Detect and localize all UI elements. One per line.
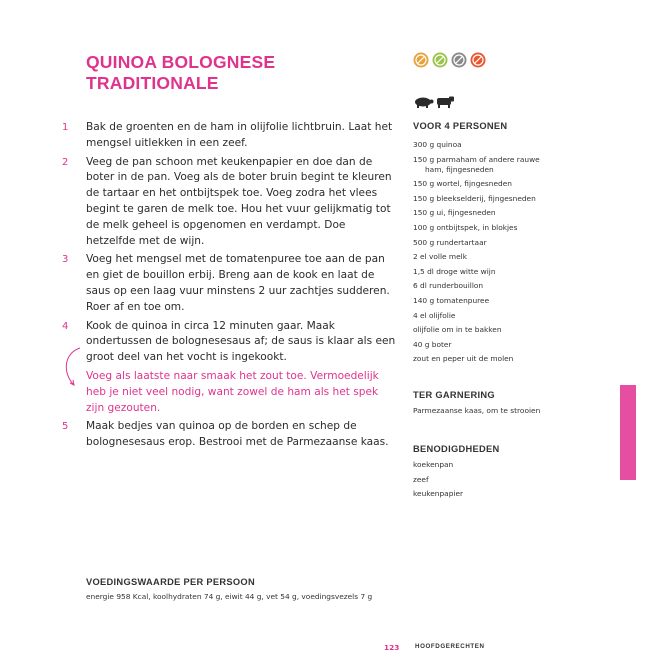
ingredient-item: zout en peper uit de molen <box>413 354 514 364</box>
step-text: Kook de quinoa in circa 12 minuten gaar. Maak ondertussen de bolognesesaus af; de saus is klaar als een groot deel van het vocht is ingekookt. <box>86 319 396 364</box>
allergen-icons <box>413 52 486 68</box>
ingredient-item <box>413 155 563 175</box>
nutrition-heading: VOEDINGSWAARDE PER PERSOON <box>86 577 255 587</box>
tip-note <box>62 369 397 416</box>
ingredients-heading: VOOR 4 PERSONEN <box>413 121 508 131</box>
ingredient-item: olijfolie om in te bakken <box>413 325 502 335</box>
garnish-text: Parmezaanse kaas, om te strooien <box>413 406 541 415</box>
step-text: Voeg het mengsel met de tomatenpuree toe aan de pan en giet de bouillon erbij. Breng aan de kook en laat de saus op een laag vuur minstens 2 uur zachtjes sudderen. Roer af en toe om. <box>86 253 390 313</box>
ingredient-item: 150 g bleekselderij, fijngesneden <box>413 193 536 203</box>
no-lactose-icon <box>432 52 448 68</box>
step-text: Maak bedjes van quinoa op de borden en schep de bolognesesaus erop. Bestrooi met de Parmezaanse kaas. <box>86 420 389 449</box>
ingredient-item: 1,5 dl droge witte wijn <box>413 266 496 276</box>
step-4 <box>62 319 397 366</box>
method-steps <box>62 120 397 454</box>
no-gluten-icon <box>413 52 429 68</box>
step-number: 2 <box>62 156 69 168</box>
ingredients-list <box>413 140 563 369</box>
section-label: HOOFDGERECHTEN <box>415 643 485 650</box>
ingredient-item: 100 g ontbijtspek, in blokjes <box>413 222 518 232</box>
step-5 <box>62 419 397 451</box>
no-egg-icon <box>470 52 486 68</box>
ingredient-line: 150 g parmaham of andere rauwe <box>413 154 540 164</box>
ingredient-item: 40 g boter <box>413 339 452 349</box>
tip-text: Voeg als laatste naar smaak het zout toe. Vermoedelijk heb je niet veel nodig, want zowel de ham als het spek zijn gezouten. <box>86 369 379 414</box>
ingredient-item: 140 g tomatenpuree <box>413 295 490 305</box>
recipe-title <box>86 52 275 94</box>
ingredient-item: 6 dl runderbouillon <box>413 281 484 291</box>
equipment-item: koekenpan <box>413 460 454 469</box>
chapter-tab <box>620 385 636 480</box>
ingredient-item: 2 el volle melk <box>413 252 467 262</box>
equipment-item: zeef <box>413 474 429 484</box>
step-number: 1 <box>62 122 69 133</box>
ingredient-item: 4 el olijfolie <box>413 310 456 320</box>
equipment-list <box>413 460 563 504</box>
step-3 <box>62 252 397 315</box>
step-number: 3 <box>62 254 69 266</box>
step-1 <box>62 120 397 152</box>
page-number: 123 <box>384 643 400 652</box>
step-2 <box>62 155 397 250</box>
step-number: 4 <box>62 320 69 332</box>
ingredient-item: 150 g wortel, fijngesneden <box>413 179 512 189</box>
step-number: 5 <box>62 421 69 433</box>
recipe-title-line2: TRADITIONALE <box>86 73 219 93</box>
ingredient-item: 500 g rundertartaar <box>413 237 487 247</box>
pig-and-cow-icon <box>413 95 455 109</box>
ingredient-line: ham, fijngesneden <box>425 164 494 174</box>
garnish-heading: TER GARNERING <box>413 390 495 400</box>
step-text: Bak de groenten en de ham in olijfolie lichtbruin. Laat het mengsel uitlekken in een zeef. <box>86 121 393 149</box>
equipment-heading: BENODIGDHEDEN <box>413 444 500 454</box>
ingredient-item: 300 g quinoa <box>413 140 462 149</box>
ingredient-item: 150 g ui, fijngesneden <box>413 208 496 218</box>
tip-arrow-icon <box>60 345 82 391</box>
step-text: Veeg de pan schoon met keukenpapier en doe dan de boter in de pan. Voeg als de boter bruin begint te kleuren de tartaar en het ontbijtspek toe. Voeg zodra het vlees begint te garen de melk toe. Hou het vuur gelijkmatig tot de melk geheel is opgenomen en verdampt. Doe hetzelfde met de wijn. <box>86 155 392 247</box>
recipe-title-line1: QUINOA BOLOGNESE <box>86 52 276 72</box>
equipment-item: keukenpapier <box>413 489 464 499</box>
no-nuts-icon <box>451 52 467 68</box>
nutrition-text: energie 958 Kcal, koolhydraten 74 g, eiwit 44 g, vet 54 g, voedingsvezels 7 g <box>86 592 373 601</box>
